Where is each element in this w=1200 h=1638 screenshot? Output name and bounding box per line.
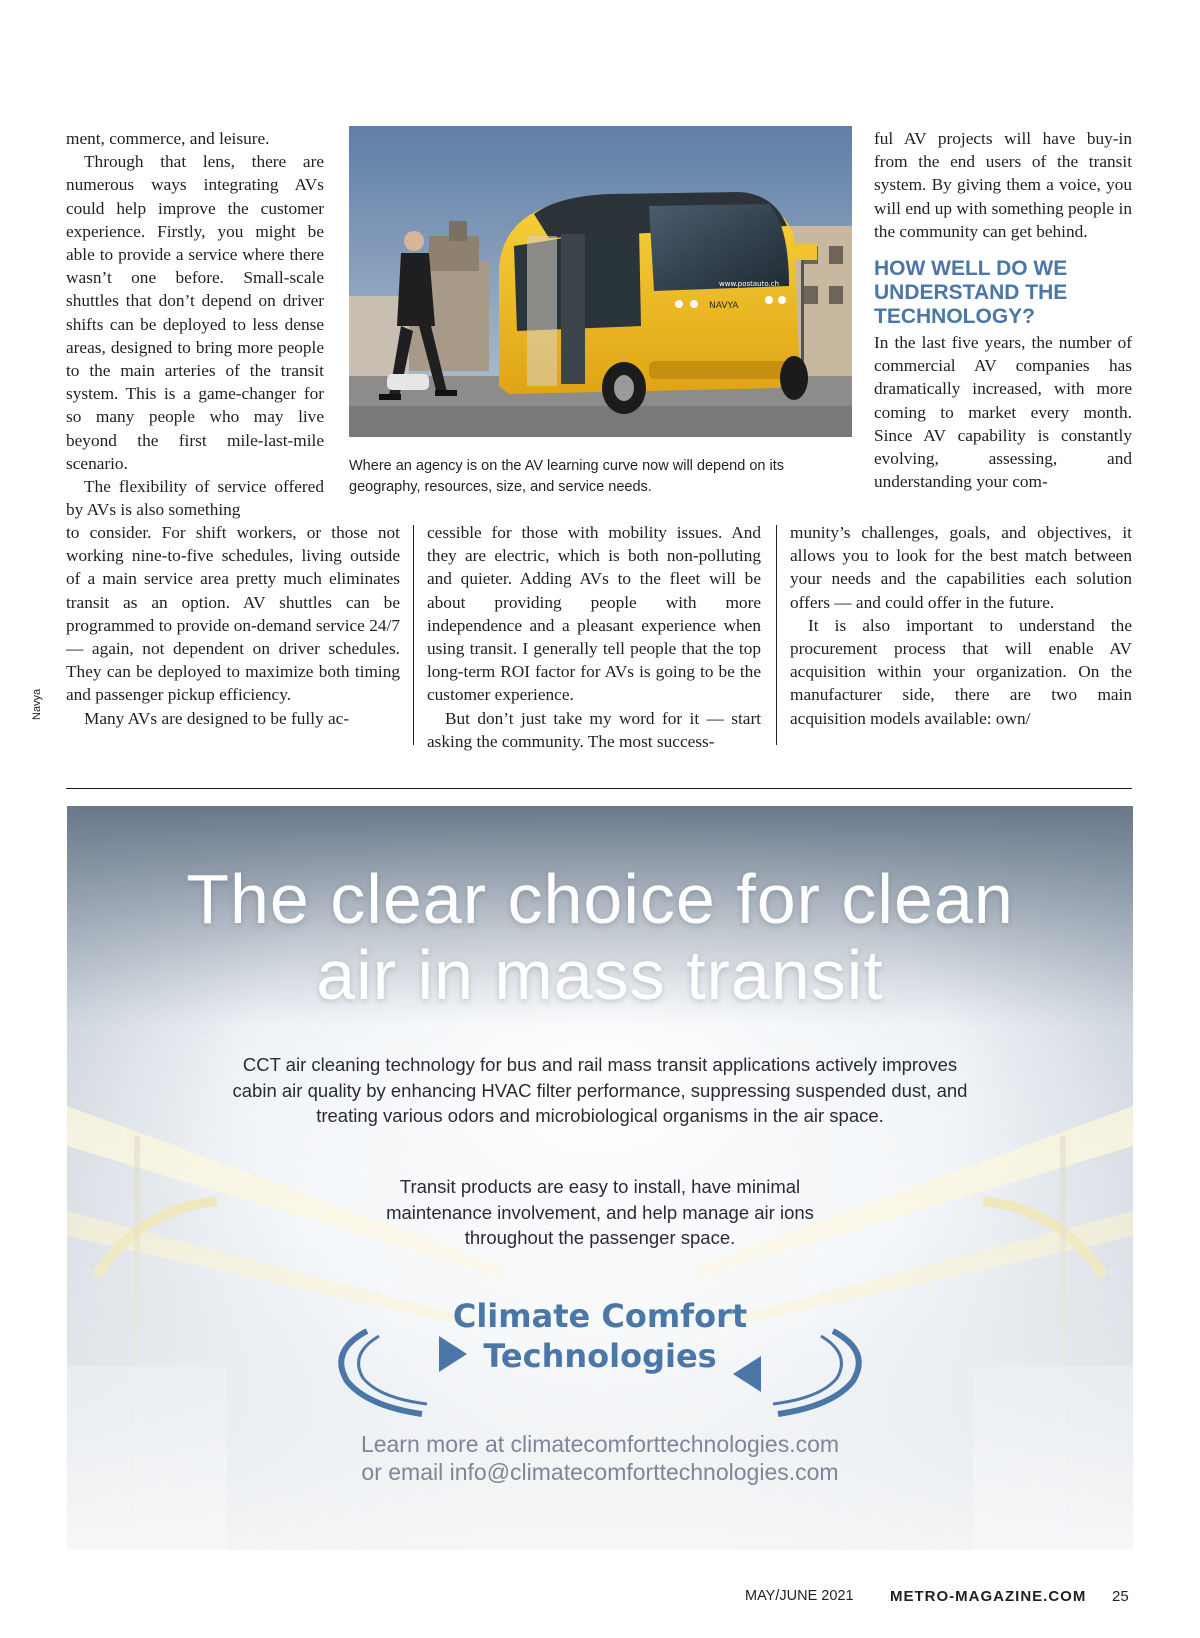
- paragraph: ment, commerce, and leisure.: [66, 129, 270, 148]
- ad-logo-line-1: Climate Comfort: [452, 1297, 748, 1335]
- paragraph: It is also important to understand the procurement process that will enable AV acquisition within your organization. On the manufacturer side, there are two main acquisition models available: own/: [790, 615, 1132, 728]
- paragraph: cessible for those with mobility issues. And they are electric, which is both non-polluting and quieter. Adding AVs to the fleet will be about providing people with more independence and a pleasant experience when using transit. I generally tell people that the top long-term ROI factor for AVs is going to be the customer experience.: [427, 523, 761, 705]
- column-divider: [413, 525, 414, 745]
- site-name: METRO-MAGAZINE.COM: [890, 1588, 1087, 1605]
- paragraph: munity’s challenges, goals, and objectives, it allows you to look for the best match between your needs and the capabilities each solution offers — and could offer in the future.: [790, 523, 1132, 612]
- ad-website-link[interactable]: Learn more at climatecomforttechnologies.com: [360, 1431, 840, 1457]
- ad-headline-line-2: air in mass transit: [316, 936, 884, 1014]
- article-column-3-bottom: [790, 521, 1132, 730]
- column-divider: [776, 525, 777, 745]
- ad-headline-line-1: The clear choice for clean: [186, 860, 1014, 938]
- paragraph: But don’t just take my word for it — start asking the community. The most success-: [427, 708, 761, 751]
- paragraph: Many AVs are designed to be fully ac-: [84, 708, 350, 728]
- section-divider: [66, 788, 1132, 789]
- bus-url-text: www.postauto.ch: [719, 280, 780, 288]
- paragraph: In the last five years, the number of commercial AV companies has dramatically increased, with more coming to market every month. Since AV capability is constantly evolving, assessing, and understanding your com-: [874, 333, 1132, 492]
- paragraph: The flexibility of service offered by AVs is also something: [66, 477, 324, 520]
- photo-credit: Navya: [31, 688, 43, 720]
- ad-body-paragraph-2: Transit products are easy to install, have minimal maintenance involvement, and help manage air ions throughout the passenger space.: [386, 1176, 814, 1248]
- photo-caption: Where an agency is on the AV learning curve now will depend on its geography, resources, size, and service needs.: [349, 458, 784, 495]
- paragraph: ful AV projects will have buy-in from the end users of the transit system. By giving them a voice, you will end up with something people in the community can get behind.: [874, 129, 1132, 241]
- ad-body-paragraph-1: CCT air cleaning technology for bus and rail mass transit applications actively improves cabin air quality by enhancing HVAC filter performance, suppressing suspended dust, and treating various odors and microbiological organisms in the air space.: [232, 1054, 968, 1126]
- page-number: 25: [1112, 1588, 1129, 1605]
- ad-email-link[interactable]: or email info@climatecomforttechnologies.com: [361, 1459, 839, 1485]
- article-column-1-top: [66, 127, 324, 521]
- article-column-1-bottom: [66, 521, 400, 730]
- article-column-2: [427, 521, 761, 753]
- section-heading: HOW WELL DO WE UNDERSTAND THE TECHNOLOGY?: [874, 257, 1068, 329]
- article-column-3-top: [874, 127, 1132, 493]
- paragraph: to consider. For shift workers, or those not working nine-to-five schedules, living outside of a main service area pretty much eliminates transit as an option. AV shuttles can be programmed to provide on-demand service 24/7 — again, not dependent on driver schedules. They can be deployed to maximize both timing and passenger pickup efficiency.: [66, 523, 400, 705]
- ad-logo-line-2: Technologies: [483, 1337, 717, 1375]
- issue-date: MAY/JUNE 2021: [745, 1588, 854, 1604]
- advertisement[interactable]: [67, 806, 1133, 1550]
- bus-brand-text: NAVYA: [709, 301, 739, 311]
- paragraph: Through that lens, there are numerous ways integrating AVs could help improve the customer experience. Firstly, you might be able to provide a service where there wasn’t one before. Small-scale shuttles that don’t depend on driver shifts can be deployed to less dense areas, designed to bring more people to the main arteries of the transit system. This is a game-changer for so many people who may live beyond the first mile-last-mile scenario.: [66, 152, 324, 473]
- autonomous-shuttle-photo: [349, 126, 852, 437]
- ad-headline: [67, 861, 1133, 1013]
